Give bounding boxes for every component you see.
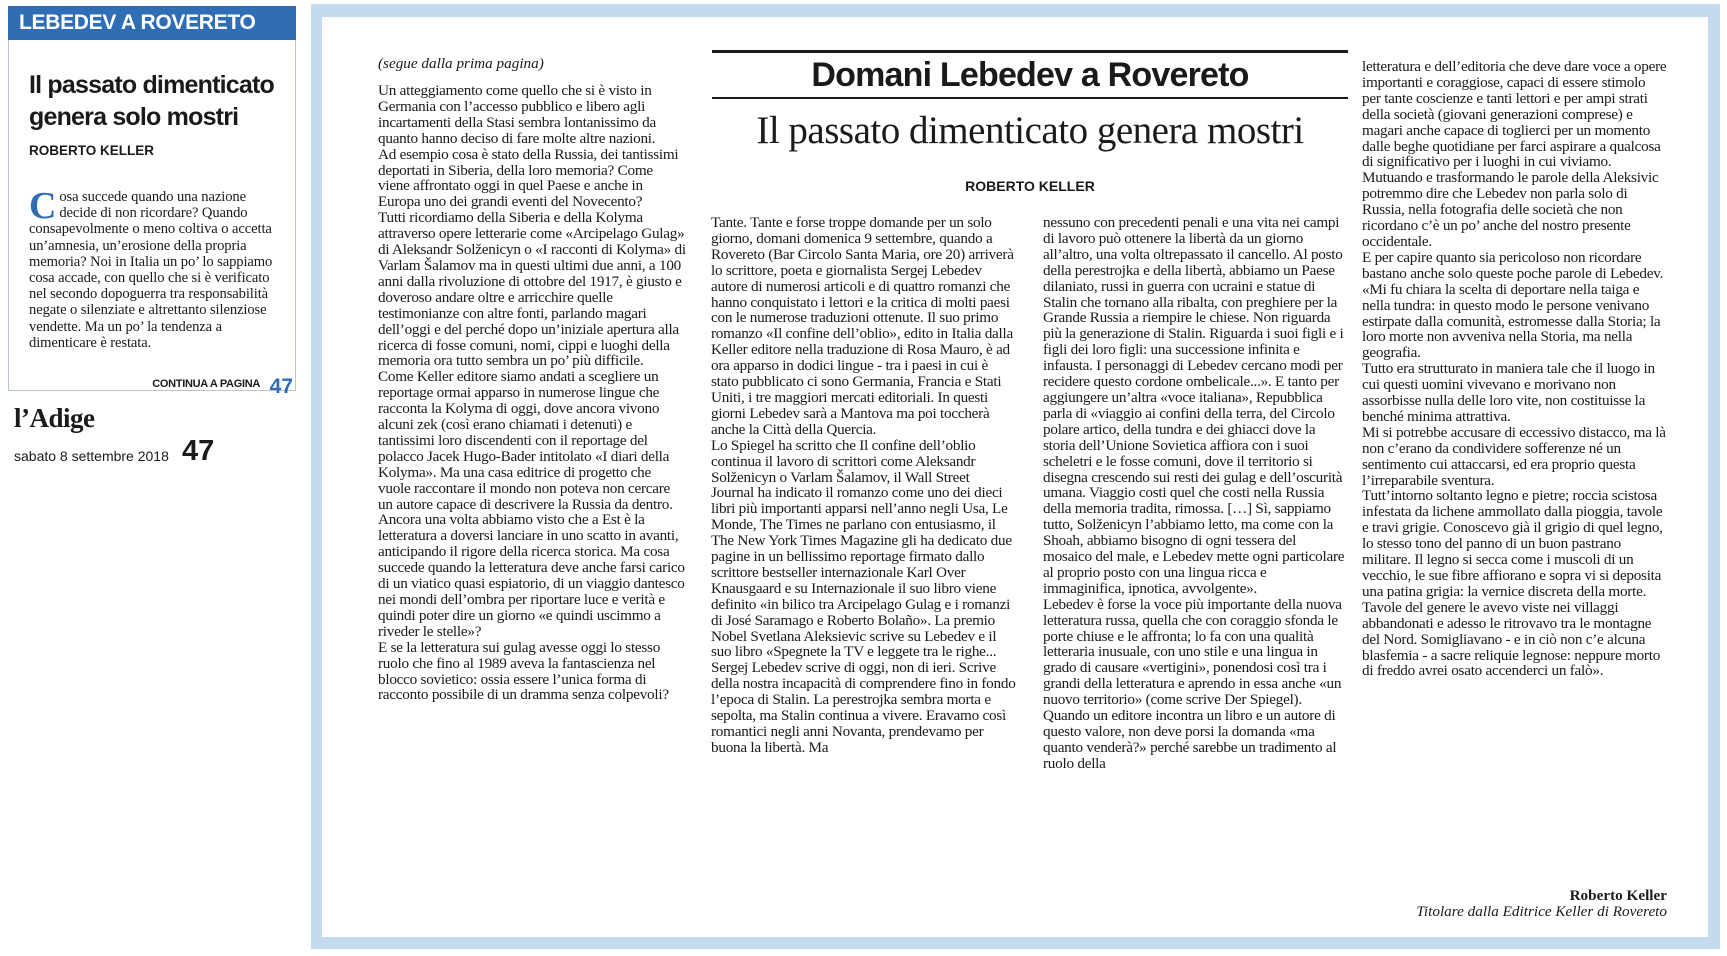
paragraph: Ancora una volta abbiamo visto che a Est è la letteratura a doversi lanciare in uno scatto in avanti, anticipando il rigore della ricerca storica. Ma cosa succede quando la letteratura deve anche farsi carico di un viatico quasi espiatorio, di un viaggio dantesco nei mondi dell’ombra per riportare luce e verità e quindi poter dire un giorno «e quindi uscimmo a riveder le stelle»? [378, 511, 685, 640]
paragraph: nessuno con precedenti penali e una vita nei campi di lavoro può ottenere la libertà da un giorno all’altro, una volta oltrepassato il cancello. Al posto della perestrojka e della libertà, abbiamo un Paese dilaniato, russi in guerra con ucraini e statue di Stalin che tornano alla ribalta, con preghiere per la Grande Russia a riempire le chiese. Non riguarda più la generazione di Stalin. Riguarda i suoi figli e i figli dei loro figli: una successione infinita e infausta. I personaggi di Lebedev cercano modi per recidere questo cordone ombelicale...». E tanto per aggiungere un’altra «voce italiana», Repubblica parla di «viaggio ai confini della terra, del Circolo polare artico, della tundra e dei ghiacci dove la storia dell’Unione Sovietica affiora con i suoi scheletri e le fosse comuni, dove il territorio si disegna crescendo sui resti dei gulag e dell’oscurità umana. Viaggio costi quel che costi nella Russia della memoria tradita, rimossa. […] Sì, sappiamo tutto, Solženicyn l’abbiamo letto, ma come con la Shoah, abbiamo bisogno di ogni tessera del mosaico del male, e Lebedev mette ogni particolare al proprio posto con una lingua ricca e immaginifica, ipnotica, avvolgente». [1043, 214, 1345, 597]
teaser-box [8, 6, 296, 398]
continue-label[interactable]: CONTINUA A PAGINA [152, 378, 260, 390]
paragraph: Come Keller editore siamo andati a scegliere un reportage ormai apparso in numerose lingue che racconta la Kolyma di oggi, dove ancora vivono alcuni zek (così erano chiamati i detenuti) e tantissimi loro discendenti con il reportage del polacco Jacek Hugo-Bader intitolato «I diari della Kolyma». Ma una casa editrice di progetto che vuole raccontare il mondo non poteva non cercare un autore capace di descrivere la Russia da dentro. [378, 368, 673, 513]
continue-page-number[interactable]: 47 [269, 375, 293, 398]
article-frame [311, 4, 1720, 949]
article-column-3 [1043, 215, 1348, 772]
article-body [322, 17, 1708, 937]
teaser-headline[interactable]: Il passato dimenticato genera solo mostri [29, 71, 274, 131]
author-signature: Roberto Keller [1569, 887, 1667, 904]
article-title: Il passato dimenticato genera mostri [756, 109, 1304, 152]
paragraph: Mutuando e trasformando le parole della Aleksivic potremmo dire che Lebedev non parla solo di Russia, nella fotografia delle società che non ricordano c’è un po’ anche del nostro presente occidentale. [1362, 169, 1659, 250]
article-byline: ROBERTO KELLER [965, 178, 1095, 194]
paragraph: Tutt’intorno soltanto legno e pietre; roccia scistosa infestata da lichene ammollato dalla pioggia, tavole e travi grigie. Conoscevo già il grigio di quel legno, lo stesso tono del panno di un buon pastrano militare. Il legno si secca come i muscoli di un vecchio, le sue fibre affiorano e sopra vi si deposita una patina grigia: la vernice discreta della morte. Tavole del genere le avevo viste nei villaggi abbandonati e adesso le ritrovavo tra le montagne del Nord. Somigliavano - e in ciò non c’e alcuna blasfemia - a sacre reliquie legnose: neppure morto di freddo avrei osato accenderci un falò». [1362, 487, 1663, 680]
issue-date: sabato 8 settembre 2018 [14, 448, 169, 464]
article-column-4 [1362, 59, 1667, 679]
paragraph: letteratura e dell’editoria che deve dare voce a opere importanti e coraggiose, capaci di essere stimolo per tante coscienze e tanti lettori e per ampi strati della società (giovani generazioni comprese) e magari anche capace di toglierci per un momento dalle beghe quotidiane per farci aspirare a qualcosa di significativo per i luoghi in cui viviamo. [1362, 58, 1667, 171]
paragraph: Lo Spiegel ha scritto che Il confine dell’oblio continua il lavoro di scrittori come Aleksandr Solženicyn o Varlam Šalamov, il Wall Street Journal ha indicato il romanzo come uno dei dieci libri più importanti apparsi nell’anno negli Usa, Le Monde, The Times ne parlano con entusiasmo, il The New York Times Magazine gli ha dedicato due pagine in un bellissimo reportage firmato dallo scrittore bestseller internazionale Karl Over Knausgaard e su Internazionale il suo libro viene definito «in bilico tra Arcipelago Gulag e i romanzi di José Saramago e Roberto Bolaño». La premio Nobel Svetlana Aleksievic scrive su Lebedev e il suo libro «Spegnete la TV e leggete tra le righe... Sergej Lebedev scrive di oggi, non di ieri. Scrive della nostra incapacità di comprendere fino in fondo l’epoca di Stalin. La perestrojka sembra morta e sepolta, ma Stalin continua a vivere. Eravamo così romantici negli anni Novanta, prendevamo per buona la libertà. Ma [711, 436, 1016, 756]
paragraph: Tutti ricordiamo della Siberia e della Kolyma attraverso opere letterarie come «Arcipelago Gulag» di Aleksandr Solženicyn o «I racconti di Kolyma» di Varlam Šalamov ma in questi ultimi due anni, a 100 anni dalla rivoluzione di ottobre del 1917, è giusto e doveroso andare oltre e arricchire quelle testimonianze con altre fonti, parlando magari dell’oggi e del perché dopo un’iniziale apertura alla ricerca di fosse comuni, nomi, cippi e luoghi della memoria ora tutto sembra un po’ più difficile. [378, 209, 686, 370]
section-tag: LEBEDEV A ROVERETO [8, 6, 296, 40]
article-column-2 [711, 215, 1016, 756]
teaser-summary-text: osa succede quando una nazione decide di non ricordare? Quando consapevolmente o meno coltiva o accetta un’amnesia, un’erosione della propria memoria? Noi in Italia un po’ lo sappiamo cosa accade, con quello che si è verificato nel secondo dopoguerra tra responsabilità negate o silenziate e altrettanto silenziose vendette. Ma un po’ la tendenza a dimenticare è restata. [29, 189, 273, 351]
paragraph: E se la letteratura sui gulag avesse oggi lo stesso ruolo che fino al 1989 aveva la fantascienza nel blocco sovietico: ossia essere l’unica forma di racconto possibile di un dramma senza colpevoli? [378, 638, 669, 704]
continued-note: (segue dalla prima pagina) [378, 55, 544, 72]
paragraph: E per capire quanto sia pericoloso non ricordare bastano anche solo queste poche parole di Lebedev. [1362, 248, 1664, 282]
author-role: Titolare dalla Editrice Keller di Rovereto [1416, 903, 1667, 920]
paragraph: Mi si potrebbe accusare di eccessivo distacco, ma là non c’erano da condividere sofferenze né un sentimento cui attaccarsi, ed era proprio questa l’irreparabile sventura. [1362, 423, 1666, 489]
paragraph: Un atteggiamento come quello che si è visto in Germania con l’accesso pubblico e libero agli incartamenti della Stasi sembra lontanissimo da quanto hanno deciso di fare molte altre nazioni. [378, 82, 657, 147]
teaser-byline: ROBERTO KELLER [29, 143, 155, 158]
paragraph: Tutto era strutturato in maniera tale che il luogo in cui questi uomini vivevano e morivano non assorbisse nulla delle loro vite, non costituisse la benché minima attrattiva. [1362, 360, 1655, 425]
article-column-1 [378, 83, 686, 703]
article-kicker: Domani Lebedev a Rovereto [712, 50, 1348, 99]
paragraph: Lebedev è forse la voce più importante della nuova letteratura russa, quella che con coraggio sfonda le porte chiuse e le affronta; lo fa con una qualità letteraria inusuale, con uno stile e una lingua in grado di causare «vertigini», ponendosi così tra i grandi della letteratura e aprendo in essa anche «un nuovo territorio» (come scrive Der Spiegel). [1043, 595, 1342, 709]
paragraph: «Mi fu chiara la scelta di deportare nella taiga e nella tundra: in questo modo le persone venivano estirpate dalla comunità, estromesse dalla Storia; la loro morte non avveniva nella Storia, ma nella geografia. [1362, 280, 1661, 362]
page-number: 47 [182, 435, 215, 467]
teaser-summary [9, 158, 295, 351]
newspaper-name: l’Adige [14, 403, 95, 433]
paragraph: Tante. Tante e forse troppe domande per un solo giorno, domani domenica 9 settembre, quando a Rovereto (Bar Circolo Santa Maria, ore 20) arriverà lo scrittore, poeta e giornalista Sergej Lebedev autore di numerosi articoli e di quattro romanzi che hanno conquistato i lettori e la critica di molti paesi con le numerose traduzioni ottenute. Il suo primo romanzo «Il confine dell’oblio», edito in Italia dalla Keller editore nella traduzione di Rosa Mauro, è ad ora apparso in dodici lingue - tra i paesi in cui è stato pubblicato ci sono Germania, Francia e Stati Uniti, i tre maggiori mercati editoriali. In questi giorni Lebedev sarà a Mantova ma poi toccherà anche la Città della Quercia. [711, 214, 1014, 438]
teaser-content [8, 40, 296, 391]
paragraph: Quando un editore incontra un libro e un autore di questo valore, non deve porsi la domanda «ma quanto venderà?» perché sarebbe un tradimento al ruolo della [1043, 707, 1337, 772]
paragraph: Ad esempio cosa è stato della Russia, dei tantissimi deportati in Siberia, della loro memoria? Come viene affrontato oggi in quel Paese e anche in Europa uno dei grandi eventi del Novecento? [378, 145, 679, 211]
drop-cap: C [29, 185, 57, 227]
